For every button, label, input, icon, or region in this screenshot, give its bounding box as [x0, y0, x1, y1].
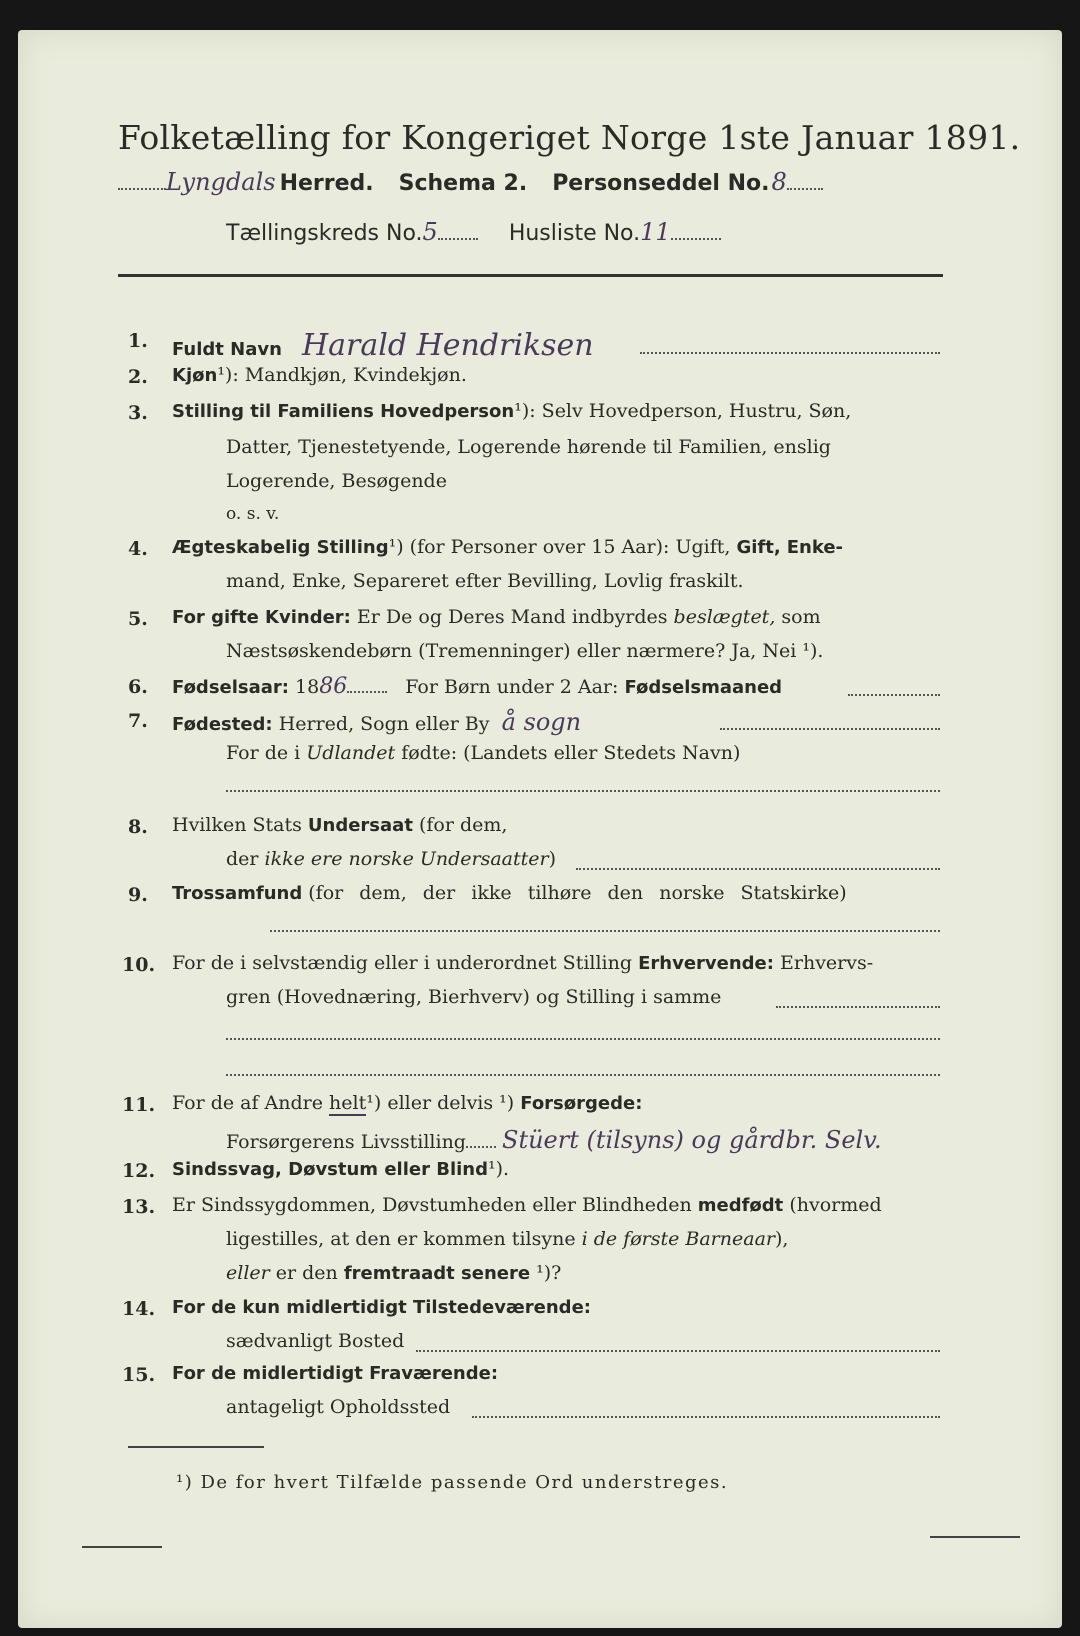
undersaat-label: Undersaat: [307, 815, 413, 836]
fodselsaar-label: Fødselsaar:: [172, 677, 289, 698]
header-rule: [118, 274, 943, 277]
item-number: 9.: [128, 884, 148, 906]
item-number: 3.: [128, 402, 148, 424]
ligestilles-text: ligestilles, at den er kommen tilsyne: [226, 1228, 576, 1250]
item-6: [172, 674, 782, 699]
dotted-leader: [226, 1038, 940, 1040]
tilstede-label: For de kun midlertidigt Tilstedeværende:: [172, 1297, 591, 1318]
personseddel-value: 8: [771, 168, 787, 196]
stilling-line2: Datter, Tjenestetyende, Logerende hørende til Familien, enslig: [226, 436, 831, 458]
born-text: For Børn under 2 Aar:: [405, 676, 619, 698]
kreds-value: 5: [422, 218, 438, 246]
item-number: 10.: [122, 954, 156, 976]
fodested-text: Herred, Sogn eller By: [278, 713, 490, 735]
fodselsmaaned-label: Fødselsmaaned: [624, 677, 783, 698]
erhverv-tail: Erhvervs-: [780, 952, 874, 974]
stats-text: Hvilken Stats: [172, 814, 302, 836]
dotted-leader: [270, 930, 940, 932]
item-3: [172, 400, 851, 422]
fuldt-navn-label: Fuldt Navn: [172, 339, 282, 360]
senere-label: fremtraadt senere: [343, 1263, 531, 1284]
eller-text: eller: [226, 1262, 270, 1284]
item-11: [172, 1092, 642, 1114]
stilling-line4: o. s. v.: [226, 504, 280, 524]
item-number: 14.: [122, 1298, 156, 1320]
sindssvag-label: Sindssvag, Døvstum eller Blind: [172, 1159, 488, 1180]
dotted-leader: [576, 868, 940, 870]
item-1: [172, 328, 594, 363]
dotted-leader: [776, 1006, 940, 1008]
kjon-label: Kjøn: [172, 365, 218, 386]
item-number: 12.: [122, 1160, 156, 1182]
item-number: 1.: [128, 330, 148, 352]
kreds-row: [226, 218, 721, 246]
fodested-label: Fødested:: [172, 714, 273, 735]
schema-label: Schema 2.: [398, 171, 528, 196]
margin-mark: [82, 1546, 162, 1548]
stilling-line3: Logerende, Besøgende: [226, 470, 447, 492]
footnote: ¹) De for hvert Tilfælde passende Ord understreges.: [176, 1472, 729, 1493]
dotted-leader: [848, 694, 940, 696]
item-number: 4.: [128, 538, 148, 560]
item-number: 7.: [128, 710, 148, 732]
dotted-leader: [720, 728, 940, 730]
medfodt-label: medfødt: [697, 1195, 784, 1216]
udlandet-text: Udlandet: [306, 742, 396, 764]
udland-prefix: For de i: [226, 742, 301, 764]
stats-tail: (for dem,: [418, 814, 508, 836]
dotted-leader: [226, 790, 940, 792]
gift-label: Gift,: [736, 537, 781, 558]
item-number: 5.: [128, 608, 148, 630]
item-13: [172, 1194, 882, 1216]
item-10: [172, 952, 873, 974]
item-5: [172, 606, 821, 628]
item-9: [172, 882, 847, 904]
fodselsaar-value: 86: [319, 674, 348, 699]
stilling-text: ¹): Selv Hovedperson, Hustru, Søn,: [514, 400, 852, 422]
sindssyg-text: Er Sindssygdommen, Døvstumheden eller Blindheden: [172, 1194, 692, 1216]
barneaar-text: i de første Barneaar: [581, 1228, 775, 1250]
trossamfund-text: (for dem, der ikke tilhøre den norske Statskirke): [308, 882, 847, 904]
fodested-value: å sogn: [501, 708, 582, 736]
senere-suffix: ¹)?: [536, 1262, 562, 1284]
year-prefix: 18: [295, 676, 320, 698]
erhvervende-label: Erhvervende:: [638, 953, 774, 974]
sindssyg-tail: (hvormed: [789, 1194, 882, 1216]
dotted-leader: [640, 352, 940, 354]
aegteskab-label: Ægteskabelig Stilling: [172, 537, 389, 558]
kreds-label: Tællingskreds No.: [226, 221, 423, 246]
stilling-label: Stilling til Familiens Hovedperson: [172, 401, 515, 422]
barneaar-suffix: ),: [775, 1228, 789, 1250]
form-title: Folketælling for Kongeriget Norge 1ste Januar 1891.: [118, 118, 1021, 157]
footnote-rule: [128, 1446, 264, 1448]
husliste-value: 11: [640, 218, 671, 246]
item-15: [172, 1362, 498, 1384]
herred-row: [118, 168, 823, 196]
kjon-text: ¹): Mandkjøn, Kvindekjøn.: [217, 364, 467, 386]
stats-line2-suffix: ): [548, 848, 557, 870]
item-12: [172, 1158, 509, 1180]
husliste-label: Husliste No.: [508, 221, 641, 246]
sindssyg-line3: [226, 1262, 561, 1284]
item-number: 15.: [122, 1364, 156, 1386]
sindssyg-line2: [226, 1228, 788, 1250]
item-number: 13.: [122, 1196, 156, 1218]
gifte-kvinder-tail: som: [781, 606, 821, 628]
enke-label: Enke-: [786, 537, 844, 558]
stats-line2-prefix: der: [226, 848, 259, 870]
item-number: 11.: [122, 1094, 156, 1116]
forsorger-line2: [226, 1126, 882, 1154]
helt-text: helt: [329, 1092, 367, 1114]
forsorget-text: For de af Andre: [172, 1092, 323, 1114]
aegteskab-text: ¹) (for Personer over 15 Aar): Ugift,: [388, 536, 731, 558]
fravaerende-label: For de midlertidigt Fraværende:: [172, 1363, 499, 1384]
bosted-label: sædvanligt Bosted: [226, 1330, 405, 1352]
dotted-leader: [226, 1074, 940, 1076]
fodested-line2: [226, 742, 740, 764]
sindssvag-text: ¹).: [487, 1158, 510, 1180]
dotted-leader: [416, 1350, 940, 1352]
stats-line2: [226, 848, 556, 870]
item-7: [172, 708, 581, 736]
erhverv-text: For de i selvstændig eller i underordnet Stilling: [172, 952, 633, 974]
ikke-norske-text: ikke ere norske Undersaatter: [264, 848, 549, 870]
delvis-text: ¹) eller delvis ¹): [366, 1092, 515, 1114]
udland-suffix: fødte: (Landets eller Stedets Navn): [401, 742, 741, 764]
personseddel-label: Personseddel No.: [552, 171, 770, 196]
margin-mark: [930, 1536, 1020, 1538]
livsstilling-value: Stüert (tilsyns) og gårdbr. Selv.: [502, 1126, 882, 1154]
dotted-leader: [472, 1416, 940, 1418]
beslaegtet-text: beslægtet,: [673, 606, 776, 628]
aegteskab-line2: mand, Enke, Separeret efter Bevilling, Lovlig fraskilt.: [226, 570, 744, 592]
livsstilling-label: Forsørgerens Livsstilling: [226, 1131, 466, 1153]
forsorgede-label: Forsørgede:: [520, 1093, 643, 1114]
item-8: [172, 814, 507, 836]
item-number: 8.: [128, 816, 148, 838]
herred-label: Herred.: [279, 171, 374, 196]
trossamfund-label: Trossamfund: [172, 883, 303, 904]
gifte-kvinder-line2: Næstsøskendebørn (Tremenninger) eller nærmere? Ja, Nei ¹).: [226, 640, 824, 662]
erhverv-line2: gren (Hovednæring, Bierhverv) og Stilling i samme: [226, 986, 722, 1008]
item-number: 2.: [128, 366, 148, 388]
opholdssted-label: antageligt Opholdssted: [226, 1396, 451, 1418]
item-2: [172, 364, 467, 386]
item-14: [172, 1296, 591, 1318]
item-4: [172, 536, 843, 558]
er-den-text: er den: [275, 1262, 338, 1284]
herred-value: Lyngdals: [166, 168, 276, 196]
item-number: 6.: [128, 676, 148, 698]
gifte-kvinder-text: Er De og Deres Mand indbyrdes: [356, 606, 668, 628]
gifte-kvinder-label: For gifte Kvinder:: [172, 607, 351, 628]
fuldt-navn-value: Harald Hendriksen: [301, 328, 594, 363]
